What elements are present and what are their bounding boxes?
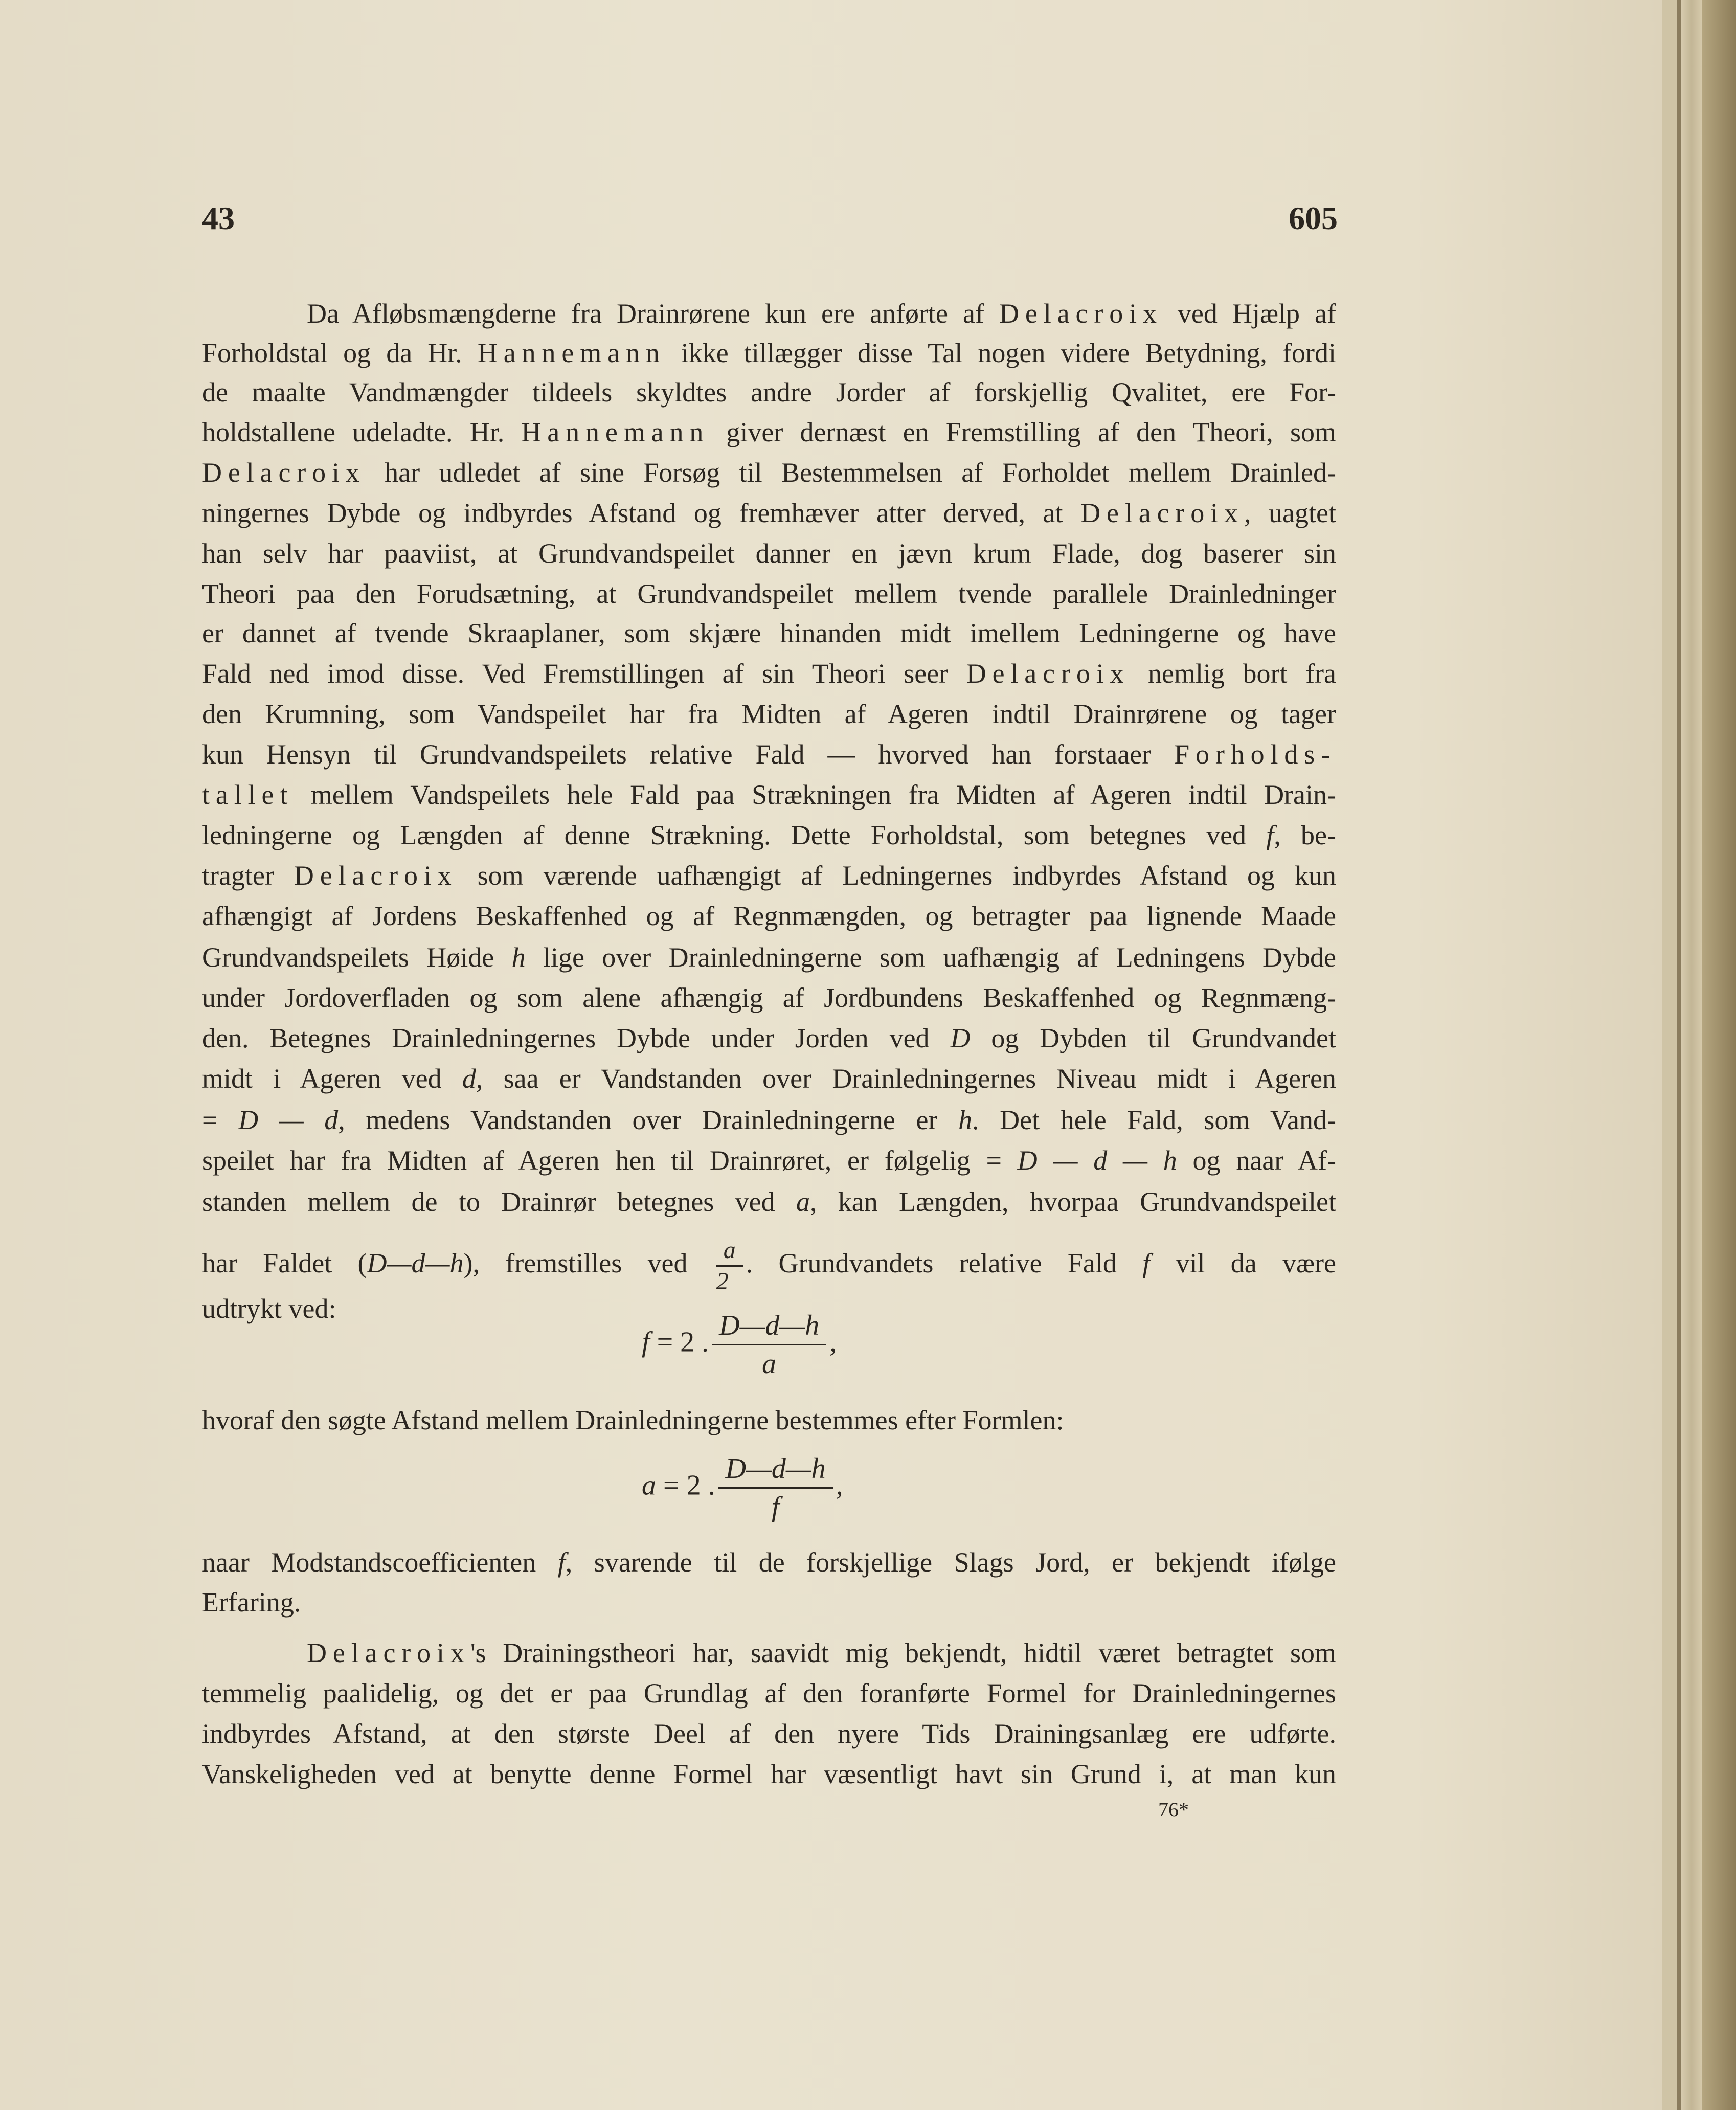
- text-line: [202, 1544, 1336, 1580]
- text-line: [202, 656, 1336, 691]
- text-line: [202, 1756, 1336, 1792]
- text-line: [202, 1584, 1336, 1620]
- text: under Jordoverfladen og som alene afhængig af Jordbundens Beskaffenhed og Regnmæng-: [202, 982, 1336, 1013]
- text: standen mellem de to Drainrør betegnes ved: [202, 1186, 796, 1217]
- math-variable: D — d — h: [1017, 1145, 1177, 1176]
- spaced-name: Hannemann: [477, 338, 666, 368]
- spaced-name: Delacroix: [294, 860, 458, 891]
- text: , saa er Vandstanden over Drainledningernes Niveau midt i Ageren: [476, 1063, 1337, 1094]
- text: den. Betegnes Drainledningernes Dybde under Jorden ved: [202, 1023, 951, 1053]
- text: som værende uafhængigt af Ledningernes indbyrdes Afstand og kun: [457, 860, 1337, 891]
- text: har udledet af sine Forsøg til Bestemmelsen af Forholdet mellem Drainled-: [365, 457, 1336, 488]
- text: , svarende til de forskjellige Slags Jord, er bekjendt ifølge: [565, 1547, 1336, 1578]
- text: og Dybden til Grundvandet: [970, 1023, 1336, 1053]
- text: nemlig bort fra: [1130, 658, 1336, 689]
- page-number-right: 605: [1289, 200, 1338, 236]
- text: , kan Længden, hvorpaa Grundvandspeilet: [809, 1186, 1336, 1217]
- text-line: [202, 1061, 1336, 1096]
- spaced-name: tallet: [202, 779, 294, 810]
- text: de maalte Vandmængder tildeels skyldtes andre Jorder af forskjellig Qvalitet, ere For-: [202, 377, 1336, 408]
- text: Erfaring.: [202, 1587, 301, 1618]
- text: holdstallene udeladte. Hr.: [202, 417, 522, 447]
- signature-mark: 76*: [1158, 1798, 1189, 1821]
- math-variable: h: [511, 942, 526, 973]
- text-line: [202, 495, 1336, 531]
- text-line: [202, 1020, 1336, 1056]
- text: ledningerne og Længden af denne Strækning. Dette Forholdstal, som betegnes ved: [202, 820, 1267, 850]
- text: , medens Vandstanden over Drainledningerne er: [338, 1105, 959, 1135]
- spaced-name: Hannemann: [521, 417, 710, 447]
- text: , uagtet: [1244, 498, 1336, 528]
- text: indbyrdes Afstand, at den største Deel af den nyere Tids Drainingsanlæg ere udførte.: [202, 1718, 1336, 1749]
- text: temmelig paalidelig, og det er paa Grundlag af den foranførte Formel for Drainledningernes: [202, 1678, 1336, 1709]
- text: , be-: [1274, 820, 1337, 850]
- text-line: [202, 1675, 1336, 1711]
- math-variable: h: [958, 1105, 973, 1135]
- text-line: [202, 1716, 1336, 1752]
- text-line: udtrykt ved:: [202, 1293, 336, 1324]
- spaced-name: Delacroix: [1080, 498, 1244, 528]
- text: naar Modstandscoefficienten: [202, 1547, 558, 1578]
- text: er dannet af tvende Skraaplaner, som skjære hinanden midt imellem Ledningerne og have: [202, 618, 1336, 648]
- page-stack: [1702, 0, 1736, 2110]
- text: kun Hensyn til Grundvandspeilets relative Fald — hvorved han forstaaer: [202, 739, 1175, 770]
- text: giver dernæst en Fremstilling af den Theori, som: [709, 417, 1336, 447]
- text: 's Drainingstheori har, saavidt mig bekjendt, hidtil været betragtet som: [470, 1637, 1336, 1668]
- text-line: [202, 1184, 1336, 1220]
- page-number-left: 43: [202, 200, 235, 236]
- text-line: [202, 980, 1336, 1016]
- formula-a: a = 2 . $\frac{D—d—h}{f}$ ,: [642, 1453, 843, 1523]
- text-line: hvoraf den søgte Afstand mellem Drainledningerne bestemmes efter Formlen:: [202, 1405, 1064, 1435]
- text: Da Afløbsmængderne fra Drainrørene kun ere anførte af: [307, 298, 1000, 329]
- text: og naar Af-: [1177, 1145, 1336, 1176]
- text-line: [202, 615, 1336, 651]
- text: midt i Ageren ved: [202, 1063, 462, 1094]
- text-line: [202, 576, 1336, 612]
- spaced-name: Delacroix: [202, 457, 366, 488]
- text-line: [202, 696, 1336, 732]
- text: tragter: [202, 860, 294, 891]
- formula-f: f = 2 . $\frac{D—d—h}{a}$ ,: [642, 1310, 837, 1380]
- text: den Krumning, som Vandspeilet har fra Midten af Ageren indtil Drainrørene og tager: [202, 699, 1336, 729]
- text-line: [202, 898, 1336, 934]
- text: ningernes Dybde og indbyrdes Afstand og fremhæver atter derved, at: [202, 498, 1081, 528]
- text-line: [307, 296, 1336, 331]
- page-edge: [1677, 0, 1681, 2110]
- text-line: [307, 1635, 1336, 1671]
- text: afhængigt af Jordens Beskaffenhed og af Regnmængden, og betragter paa lignende Maade: [202, 901, 1336, 931]
- text: speilet har fra Midten af Ageren hen til Drainrøret, er følgelig =: [202, 1145, 1018, 1176]
- spaced-name: Forholds-: [1174, 739, 1336, 770]
- text: =: [202, 1105, 239, 1135]
- math-variable: a: [796, 1186, 810, 1217]
- text-line: [202, 777, 1336, 813]
- spaced-name: Delacroix: [966, 658, 1130, 689]
- text-line: [202, 1142, 1336, 1178]
- text-line: [202, 374, 1336, 410]
- text-line: [202, 736, 1336, 772]
- text-line: [202, 414, 1336, 450]
- spaced-name: Delacroix: [307, 1637, 470, 1668]
- math-variable: d: [462, 1063, 476, 1094]
- text-line: [202, 858, 1336, 893]
- text-line: [202, 455, 1336, 490]
- text: mellem Vandspeilets hele Fald paa Strækningen fra Midten af Ageren indtil Drain-: [294, 779, 1336, 810]
- text-line: [202, 1102, 1336, 1138]
- text-line: [202, 939, 1336, 975]
- text-line: [202, 535, 1336, 571]
- text: Forholdstal og da Hr.: [202, 338, 478, 368]
- math-variable: f: [557, 1547, 566, 1578]
- math-variable: D: [950, 1023, 971, 1053]
- math-variable: D — d: [238, 1105, 339, 1135]
- text: ikke tillægger disse Tal nogen videre Betydning, fordi: [665, 338, 1336, 368]
- text-line: [202, 817, 1336, 853]
- page-edge: [1662, 0, 1677, 2110]
- page-stack: [1681, 0, 1702, 2110]
- text: Vanskeligheden ved at benytte denne Formel har væsentligt havt sin Grund i, at man kun: [202, 1759, 1336, 1789]
- text: Fald ned imod disse. Ved Fremstillingen af sin Theori seer: [202, 658, 966, 689]
- text: ved Hjælp af: [1162, 298, 1336, 329]
- text-line: har Faldet (D—d—h), fremstilles ved $\frac{a}{2}$ . Grundvandets relative Fald f vil da være: [202, 1237, 1336, 1295]
- text: Grundvandspeilets Høide: [202, 942, 512, 973]
- fraction: $\frac{a}{2}$: [716, 1238, 743, 1294]
- math-variable: f: [1266, 820, 1274, 850]
- text: lige over Drainledningerne som uafhængig af Ledningens Dybde: [525, 942, 1337, 973]
- text-line: [202, 335, 1336, 371]
- text: . Det hele Fald, som Vand-: [972, 1105, 1336, 1135]
- spaced-name: Delacroix: [999, 298, 1163, 329]
- text: han selv har paaviist, at Grundvandspeilet danner en jævn krum Flade, dog baserer sin: [202, 538, 1336, 569]
- text: Theori paa den Forudsætning, at Grundvandspeilet mellem tvende parallele Drainledninger: [202, 578, 1336, 609]
